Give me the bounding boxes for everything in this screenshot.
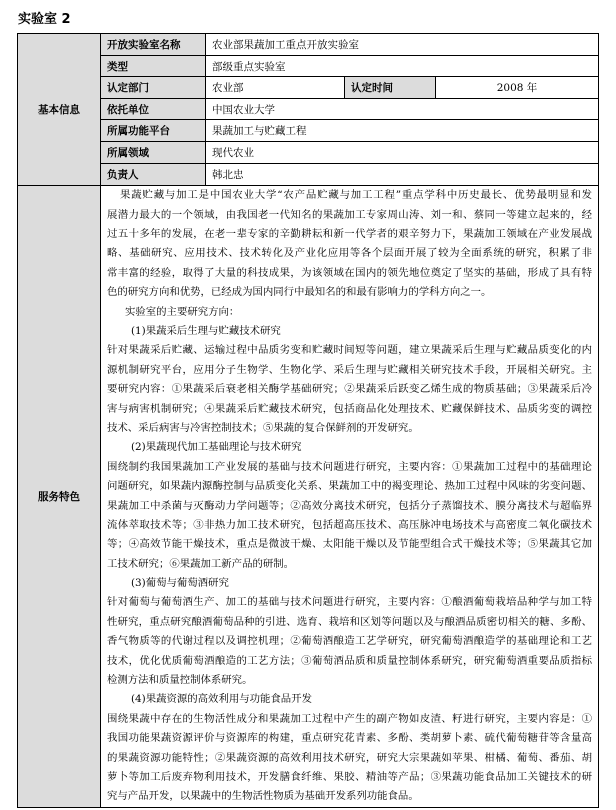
direction-line: 香气物质等的代谢过程以及调控机理；②葡萄酒酿造工艺学研究，研究葡萄酒酿造学的基础理论和工艺 <box>107 635 593 648</box>
direction-line: 围绕果蔬中存在的生物活性成分和果蔬加工过程中产生的副产物如皮渣、籽进行研究，主要内容是：① <box>107 712 593 725</box>
direction-line: 围绕制约我国果蔬加工产业发展的基础与技术问题进行研究，主要内容：①果蔬加工过程中的基础理论 <box>107 460 593 473</box>
info-row-host <box>18 99 599 120</box>
info-row-accreditation <box>18 77 599 99</box>
directions-heading: 实验室的主要研究方向： <box>125 305 240 318</box>
field-label-department: 认定部门 <box>101 77 206 99</box>
field-label-platform: 所属功能平台 <box>101 120 206 142</box>
field-label-type: 类型 <box>101 56 206 77</box>
intro-line: 展潜力最大的一个领域，由我国老一代知名的果蔬加工专家周山涛、刘一和、蔡同一等建立起来的，经 <box>107 208 593 221</box>
info-row-platform <box>18 120 599 142</box>
field-value-platform: 果蔬加工与贮藏工程 <box>206 120 599 142</box>
field-label-field: 所属领域 <box>101 142 206 164</box>
section-label-service: 服务特色 <box>18 186 101 808</box>
lab-info-table <box>17 33 599 808</box>
field-value-host: 中国农业大学 <box>206 99 599 120</box>
direction-line: 等；④高效节能干燥技术，重点是微波干燥、太阳能干燥以及节能型组合式干燥技术等；⑤果蔬其它加 <box>107 538 593 551</box>
direction-line: 源机制研究平台，应用分子生物学、生物化学、采后生理与贮藏相关研究技术手段，开展相关研究。主 <box>107 363 593 376</box>
direction-line: 技术、采后病害与冷害控制技术；⑤果蔬的复合保鲜剂的开发研究。 <box>107 421 419 434</box>
direction-heading: (3)葡萄与葡萄酒研究 <box>131 577 229 590</box>
service-row <box>18 186 599 808</box>
direction-line: 果蔬加工中杀菌与灭酶动力学问题等；②高效分离技术研究，包括分子蒸馏技术、膜分离技术与超临界 <box>107 499 593 512</box>
intro-line: 过五十多年的发展，在老一辈专家的辛勤耕耘和新一代学者的艰辛努力下，果蔬加工领域在产业发展战 <box>107 228 593 241</box>
direction-line: 针对葡萄与葡萄酒生产、加工的基础与技术问题进行研究，主要内容：①酿酒葡萄栽培品种学与加工特 <box>107 596 593 609</box>
field-value-type: 部级重点实验室 <box>206 56 599 77</box>
service-description <box>101 186 599 808</box>
direction-line: 我国功能果蔬资源评价与资源库的构建，重点研究花青素、多酚、类胡萝卜素、硫代葡萄糖苷等含量高 <box>107 732 593 745</box>
info-row-field <box>18 142 599 164</box>
field-value-director: 韩北忠 <box>206 164 599 186</box>
direction-heading: (1)果蔬采后生理与贮藏技术研究 <box>131 324 281 337</box>
page-title: 实验室 2 <box>18 12 71 27</box>
direction-heading: (2)果蔬现代加工基础理论与技术研究 <box>131 441 302 454</box>
field-label-host: 依托单位 <box>101 99 206 120</box>
field-value-department: 农业部 <box>206 77 345 99</box>
section-label-basic-info: 基本信息 <box>18 34 101 186</box>
info-row-type <box>18 56 599 77</box>
info-row-director <box>18 164 599 186</box>
direction-line: 害与病害机制研究；④果蔬采后贮藏技术研究，包括商品化处理技术、贮藏保鲜技术、品质劣变的调控 <box>107 402 593 415</box>
field-label-accreditation-date: 认定时间 <box>345 77 436 99</box>
intro-line: 果蔬贮藏与加工是中国农业大学“农产品贮藏与加工工程”重点学科中历史最长、优势最明显和发 <box>120 189 593 202</box>
intro-line: 略、基础研究、应用技术、技术转化及产业化应用等各个层面开展了较为全面系统的研究，积累了非 <box>107 247 593 260</box>
direction-line: 工技术研究；⑥果蔬加工新产品的研制。 <box>107 557 295 570</box>
field-value-field: 现代农业 <box>206 142 599 164</box>
direction-line: 萝卜等加工后废弃物利用技术，开发膳食纤维、果胶、精油等产品；③果蔬功能食品加工关键技术的研 <box>107 770 593 783</box>
field-label-lab-name: 开放实验室名称 <box>101 34 206 56</box>
field-label-director: 负责人 <box>101 164 206 186</box>
intro-line: 常丰富的经验，取得了大量的科技成果，为该领域在国内的领先地位奠定了坚实的基础，形成了具有特 <box>107 266 593 279</box>
direction-line: 性研究，重点研究酿酒葡萄品种的引进、选育、栽培和区划等问题以及与酿酒品质密切相关的糖、多酚、 <box>107 615 593 628</box>
direction-line: 究与产品开发，以果蔬中的生物活性物质为基础开发系列功能食品。 <box>107 790 419 803</box>
field-value-lab-name: 农业部果蔬加工重点开放实验室 <box>206 34 599 56</box>
direction-line: 要研究内容：①果蔬采后衰老相关酶学基础研究；②果蔬采后跃变乙烯生成的物质基础；③果蔬采后冷 <box>107 383 593 396</box>
intro-line: 色的研究方向和优势，已经成为国内同行中最知名的和最有影响力的学科方向之一。 <box>107 286 492 299</box>
direction-line: 问题研究，如果蔬内源酶控制与品质变化关系、果蔬加工中的褐变理论、热加工过程中风味的劣变问题、 <box>107 480 593 493</box>
direction-heading: (4)果蔬资源的高效利用与功能食品开发 <box>131 693 312 706</box>
direction-line: 检测方法和质量控制体系研究。 <box>107 674 253 687</box>
field-value-accreditation-date: 2008 年 <box>436 77 599 99</box>
info-row-lab-name <box>18 34 599 56</box>
direction-line: 的果蔬资源功能特性；②果蔬资源的高效利用技术研究，研究大宗果蔬如苹果、柑橘、葡萄、番茄、胡 <box>107 751 593 764</box>
direction-line: 技术，优化优质葡萄酒酿造的工艺方法；③葡萄酒品质和质量控制体系研究，研究葡萄酒重要品质指标 <box>107 654 593 667</box>
direction-line: 流体萃取技术等；③非热力加工技术研究，包括超高压技术、高压脉冲电场技术与高密度二氧化碳技术 <box>107 518 593 531</box>
direction-line: 针对果蔬采后贮藏、运输过程中品质劣变和贮藏时间短等问题，建立果蔬采后生理与贮藏品质变化的内 <box>107 344 593 357</box>
